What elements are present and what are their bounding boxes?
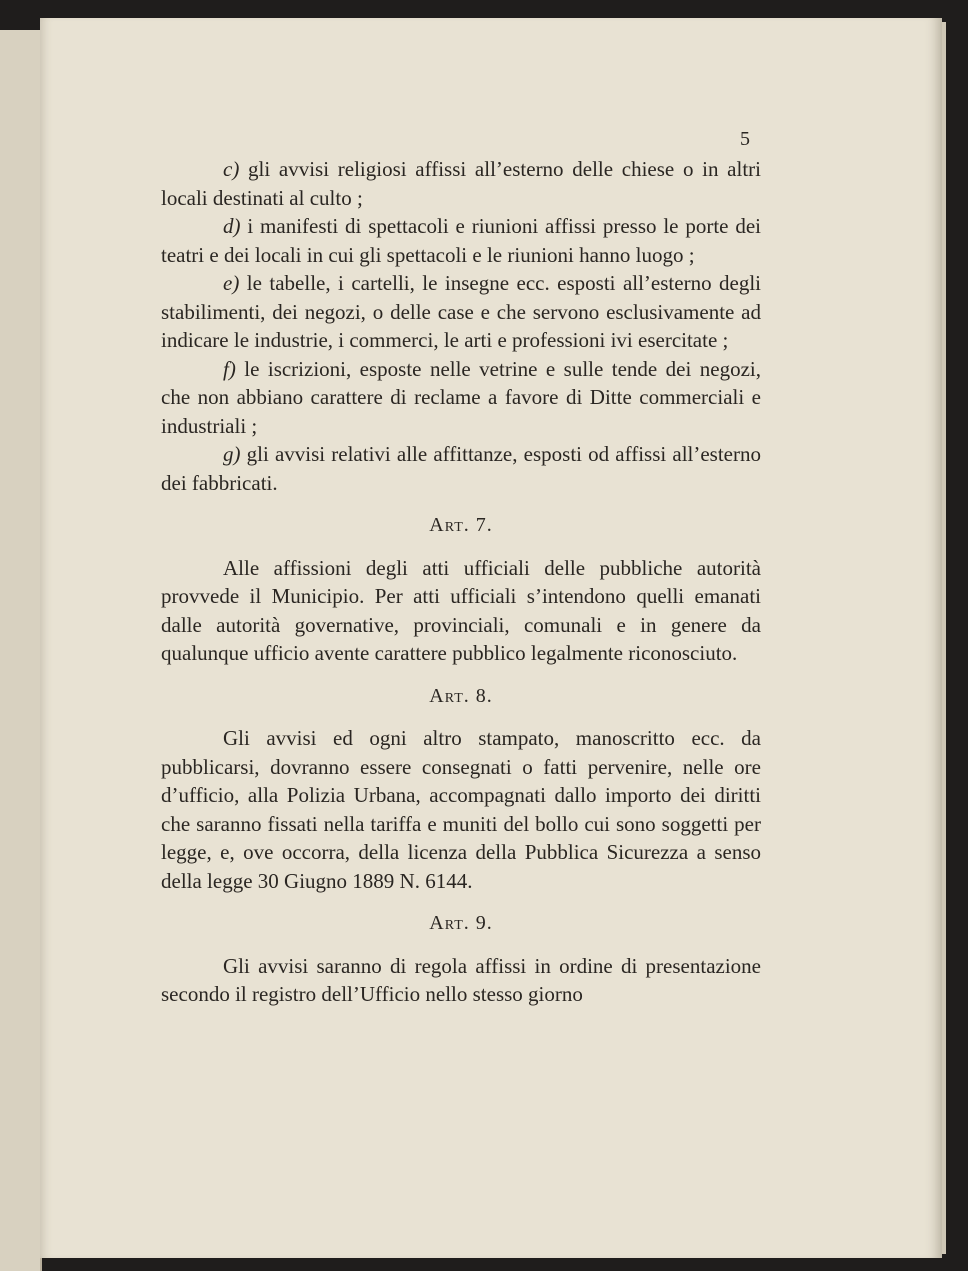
- item-label: c): [223, 157, 240, 181]
- article-paragraph: Gli avvisi ed ogni altro stampato, manoscritto ecc. da pubblicarsi, dovranno essere consegnati o fatti pervenire, nelle ore d’ufficio, alla Polizia Urbana, accompagnati dallo importo dei diritti che saranno fissati nella tariffa e muniti del bollo cui sono soggetti per legge, e, ove occorra, della licenza della Pubblica Sicurezza a senso della legge 30 Giugno 1889 N. 6144.: [161, 726, 761, 893]
- item-text: gli avvisi relativi alle affittanze, esposti od affissi all’esterno dei fabbricati.: [161, 442, 761, 495]
- page-number: 5: [740, 128, 750, 150]
- item-text: le iscrizioni, esposte nelle vetrine e sulle tende dei negozi, che non abbiano carattere di reclame a favore di Ditte commerciali e industriali ;: [161, 356, 762, 438]
- item-text: i manifesti di spettacoli e riunioni affissi presso le porte dei teatri e dei locali in cui gli spettacoli e le riunioni hanno luogo ;: [161, 214, 762, 267]
- article-heading: Art. 7.: [429, 514, 493, 536]
- item-text: le tabelle, i cartelli, le insegne ecc. esposti all’esterno degli stabilimenti, dei negozi, o delle case e che servono esclusivamente ad indicare le industrie, i commerci, le arti e professioni ivi esercitate ;: [161, 271, 762, 352]
- article-paragraph: Alle affissioni degli atti ufficiali delle pubbliche autorità provvede il Municipio. Per atti ufficiali s’intendono quelli emanati dalle autorità governative, provinciali, comunali e in genere da qualunque ufficio avente carattere pubblico legalmente riconosciuto.: [161, 555, 761, 665]
- article-heading: Art. 9.: [429, 912, 493, 934]
- list-item: [161, 440, 761, 497]
- list-item: [161, 355, 761, 441]
- facing-page-edge: [0, 30, 42, 1271]
- list-item: [161, 212, 761, 269]
- item-label: d): [223, 214, 241, 238]
- article-heading: Art. 8.: [429, 684, 493, 707]
- item-label: g): [223, 442, 241, 466]
- list-item: [161, 155, 761, 212]
- article-paragraph: Gli avvisi saranno di regola affissi in ordine di presentazione secondo il registro dell’Ufficio nello stesso giorno: [161, 953, 761, 1006]
- item-text: gli avvisi religiosi affissi all’esterno delle chiese o in altri locali destinati al culto ;: [161, 157, 761, 210]
- body-text: [161, 155, 761, 1009]
- item-label: e): [223, 271, 240, 295]
- item-label: f): [223, 356, 236, 381]
- list-item: [161, 269, 761, 355]
